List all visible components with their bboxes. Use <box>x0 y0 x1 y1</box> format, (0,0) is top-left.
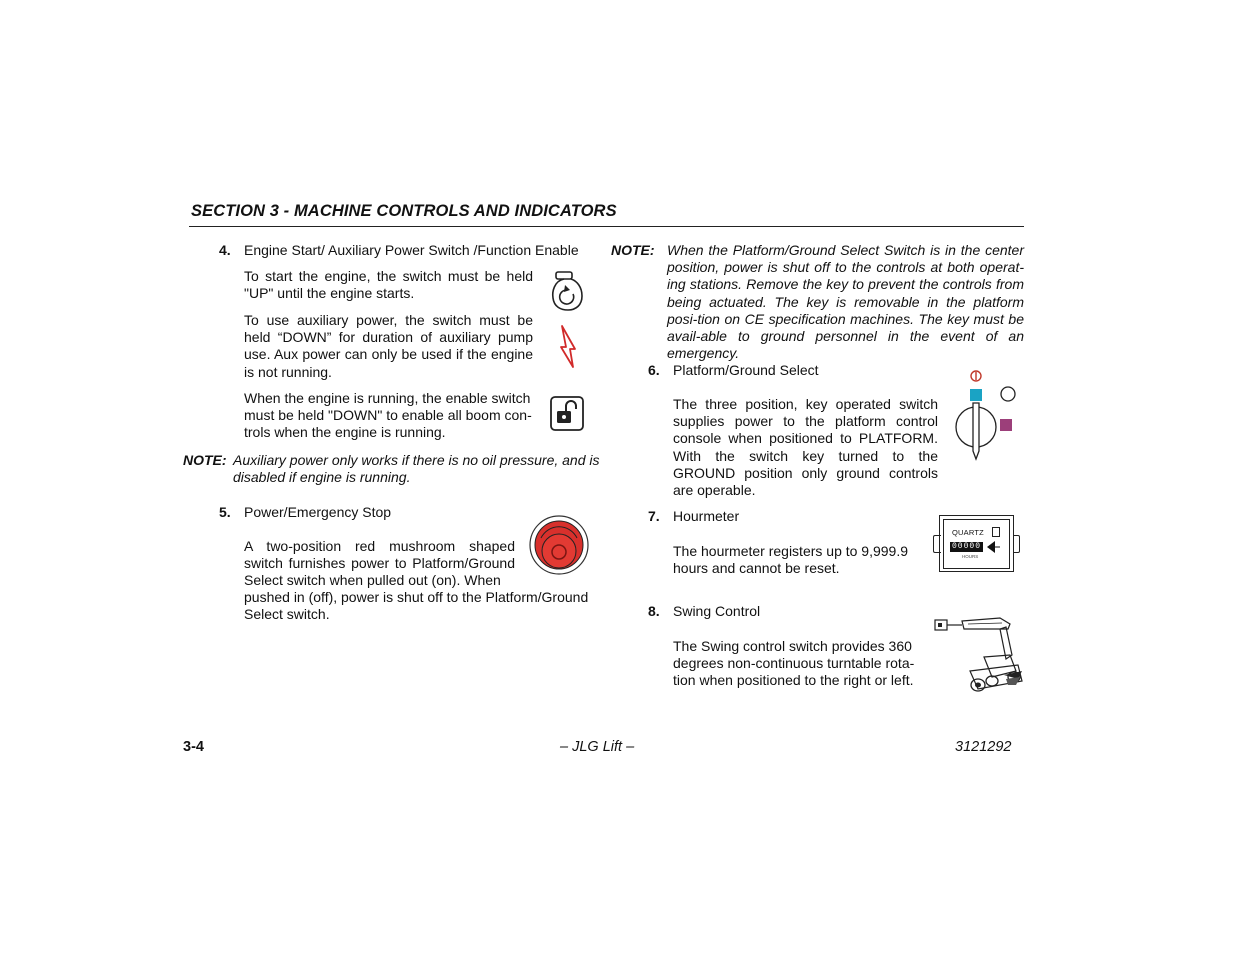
right-note-label: NOTE: <box>611 242 655 258</box>
left-note-label: NOTE: <box>183 452 227 468</box>
item-6-para: The three position, key operated switch supplies power to the platform control console when positioned to PLATFORM. With the switch key turned to the GROUND position only ground controls are operable. <box>673 396 938 499</box>
right-note-text: When the Platform/Ground Select Switch is in the center position, power is shut off to the controls at both operat-ing stations. Remove the key to prevent the controls from being actuated. The key is removable in the platform posi-tion on CE specification machines. The key must be avail-able to ground personnel in the event of an emergency. <box>667 242 1024 362</box>
item-4-title: Engine Start/ Auxiliary Power Switch /Function Enable <box>244 242 579 258</box>
hourmeter-icon <box>933 515 1020 573</box>
boom-lift-swing-icon <box>934 615 1026 695</box>
hourmeter-digits: 00000 <box>952 542 982 551</box>
engine-start-icon <box>551 272 585 312</box>
item-7-title: Hourmeter <box>673 508 740 524</box>
hourmeter-unit: HOURS <box>962 554 979 559</box>
item-6-number: 6. <box>648 362 660 378</box>
hourmeter-brand: QUARTZ <box>952 528 984 537</box>
emergency-stop-icon <box>529 514 591 576</box>
platform-ground-key-switch-icon <box>953 367 1019 463</box>
item-4-number: 4. <box>219 242 231 258</box>
item-8-para: The Swing control switch provides 360 degrees non-continuous turntable rota-tion when positioned to the right or left. <box>673 638 915 689</box>
section-header: SECTION 3 - MACHINE CONTROLS AND INDICATORS <box>191 202 617 220</box>
item-5-para: A two-position red mushroom shaped switch furnishes power to Platform/Ground Select switch when pulled out (on). When <box>244 538 515 589</box>
item-5-title: Power/Emergency Stop <box>244 504 392 520</box>
footer-doc-number: 3121292 <box>955 739 1012 755</box>
item-8-title: Swing Control <box>673 603 761 619</box>
aux-power-bolt-icon <box>558 325 578 369</box>
footer-page-number: 3-4 <box>183 739 204 755</box>
item-5-number: 5. <box>219 504 231 520</box>
header-rule <box>189 226 1024 227</box>
item-5-para-cont: pushed in (off), power is shut off to the Platform/Ground Select switch. <box>244 589 589 623</box>
item-4-para-start: To start the engine, the switch must be held "UP" until the engine starts. <box>244 268 533 302</box>
item-7-number: 7. <box>648 508 660 524</box>
hourmeter-arrow-icon <box>987 541 1001 553</box>
left-note-body: Auxiliary power only works if there is no oil pressure, and is disabled if engine is running. <box>233 452 600 486</box>
item-6-title: Platform/Ground Select <box>673 362 819 378</box>
item-4-para-aux: To use auxiliary power, the switch must be held “DOWN” for duration of auxiliary pump use. Aux power can only be used if the engine is not running. <box>244 312 533 380</box>
hourmeter-indicator <box>992 527 1000 537</box>
hourmeter-right-tab <box>1013 535 1020 553</box>
left-note-text <box>233 452 603 486</box>
item-4-para-enable: When the engine is running, the enable switch must be held "DOWN" to enable all boom con-trols when the engine is running. <box>244 390 532 441</box>
item-8-number: 8. <box>648 603 660 619</box>
footer-center-title: – JLG Lift – <box>560 739 635 755</box>
item-7-para: The hourmeter registers up to 9,999.9 hours and cannot be reset. <box>673 543 909 577</box>
function-enable-unlock-icon <box>550 396 584 432</box>
